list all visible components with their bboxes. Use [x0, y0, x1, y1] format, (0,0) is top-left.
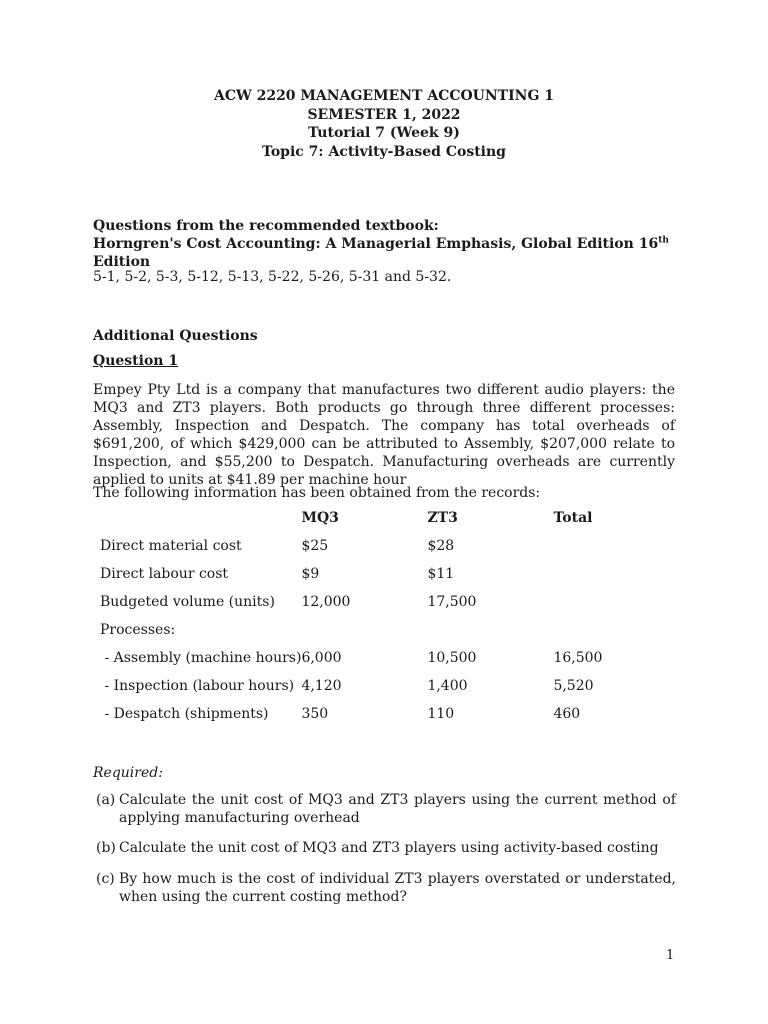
table-cell: 6,000	[301, 650, 342, 666]
table-cell: - Despatch (shipments)	[100, 706, 269, 722]
table-row	[93, 532, 653, 560]
required-item-text: Calculate the unit cost of MQ3 and ZT3 players using activity-based costing	[119, 840, 659, 856]
table-cell	[553, 588, 653, 616]
table-row	[93, 588, 653, 616]
table-row	[93, 560, 653, 588]
table-cell: 1,400	[427, 678, 468, 694]
cost-data-table	[93, 504, 653, 728]
table-cell: Processes:	[100, 622, 176, 638]
table-header-cell	[93, 504, 301, 532]
table-header-row	[93, 504, 653, 532]
page-number: 1	[666, 948, 675, 963]
table-cell: $9	[301, 566, 320, 582]
table-cell: 12,000	[301, 594, 351, 610]
table-cell: - Inspection (labour hours)	[100, 678, 295, 694]
table-cell: 4,120	[301, 678, 342, 694]
table-cell: Direct labour cost	[100, 566, 229, 582]
table-cell	[301, 616, 427, 644]
table-cell	[553, 616, 653, 644]
table-header-cell: Total	[553, 510, 593, 526]
question-1-label: Question 1	[93, 353, 179, 369]
table-header-cell: ZT3	[427, 510, 458, 526]
table-row	[93, 616, 653, 644]
table-row	[93, 672, 653, 700]
required-item-b	[96, 839, 676, 857]
table-cell	[427, 616, 553, 644]
table-cell: Budgeted volume (units)	[100, 594, 275, 610]
table-row	[93, 644, 653, 672]
topic-line: Topic 7: Activity-Based Costing	[262, 143, 506, 160]
table-row	[93, 700, 653, 728]
table-cell	[553, 560, 653, 588]
required-item-a	[96, 791, 676, 827]
required-item-label: (c)	[96, 871, 115, 887]
table-cell	[553, 532, 653, 560]
records-intro: The following information has been obtained from the records:	[93, 485, 541, 501]
table-cell: 460	[553, 706, 581, 722]
question-1-paragraph: Empey Pty Ltd is a company that manufactures two different audio players: the MQ3 and ZT3 players. Both products go through three different processes: Assembly, Inspection and Despatch. The company has total overheads of $691,200, of which $429,000 can be attributed to Assembly, $207,000 relate to Inspection, and $55,200 to Despatch. Manufacturing overheads are currently applied to units at $41.89 per machine hour	[93, 382, 675, 488]
table-cell: 110	[427, 706, 455, 722]
required-item-text: By how much is the cost of individual ZT3 players overstated or understated, when using the current costing method?	[119, 871, 676, 905]
table-cell: 17,500	[427, 594, 477, 610]
table-cell: 350	[301, 706, 329, 722]
table-cell: $28	[427, 538, 455, 554]
required-item-label: (a)	[96, 792, 116, 808]
table-cell: $25	[301, 538, 329, 554]
textbook-title: Horngren's Cost Accounting: A Managerial Emphasis, Global Edition 16th Edition	[93, 235, 669, 270]
table-cell: - Assembly (machine hours)	[100, 650, 302, 666]
document-header	[0, 87, 768, 161]
textbook-question-list: 5-1, 5-2, 5-3, 5-12, 5-13, 5-22, 5-26, 5-31 and 5-32.	[93, 269, 452, 285]
table-cell: Direct material cost	[100, 538, 242, 554]
required-label: Required:	[93, 765, 163, 781]
additional-questions-heading: Additional Questions	[93, 328, 258, 344]
table-cell: 5,520	[553, 678, 594, 694]
textbook-heading: Questions from the recommended textbook:	[93, 218, 439, 234]
required-item-c	[96, 870, 676, 906]
table-cell: 16,500	[553, 650, 603, 666]
tutorial-line: Tutorial 7 (Week 9)	[308, 125, 460, 141]
table-header-cell: MQ3	[301, 510, 339, 526]
table-cell: $11	[427, 566, 455, 582]
table-cell: 10,500	[427, 650, 477, 666]
required-item-text: Calculate the unit cost of MQ3 and ZT3 players using the current method of applying manufacturing overhead	[119, 792, 676, 826]
semester-line: SEMESTER 1, 2022	[307, 106, 461, 123]
course-title: ACW 2220 MANAGEMENT ACCOUNTING 1	[213, 88, 555, 104]
required-item-label: (b)	[96, 840, 116, 856]
